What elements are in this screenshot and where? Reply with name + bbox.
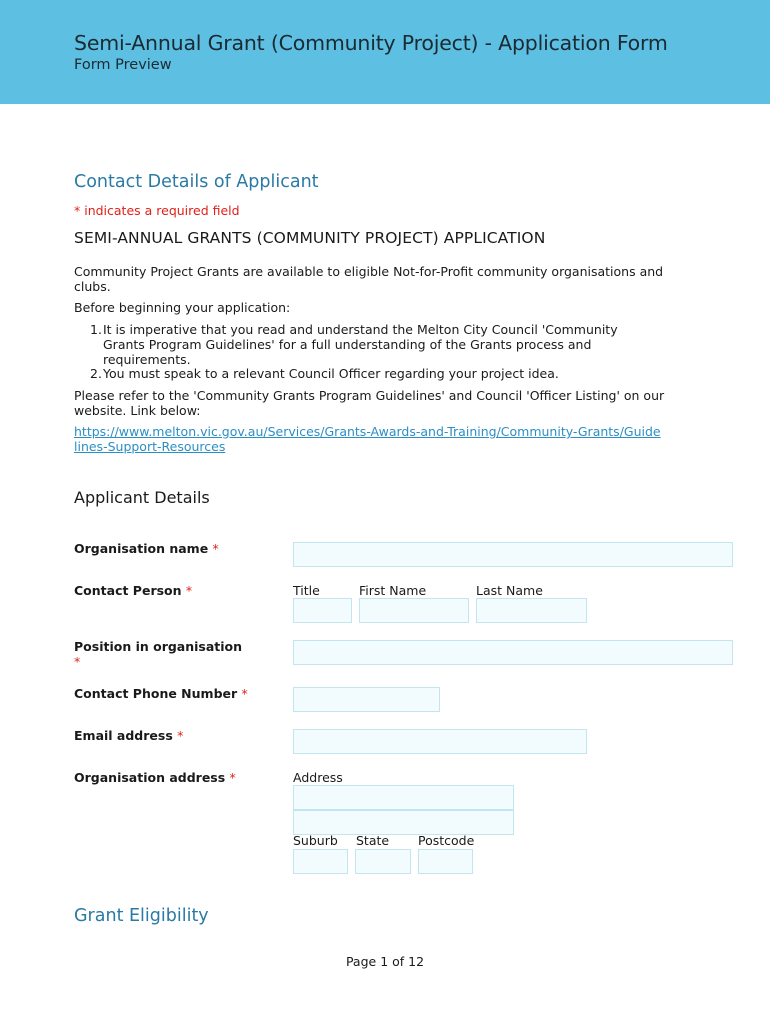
guidelines-link[interactable]: https://www.melton.vic.gov.au/Services/Grants-Awards-and-Training/Community-Grants/Guidelines-Support-Resources xyxy=(74,424,661,454)
org-name-label xyxy=(74,541,219,556)
section-title-contact: Contact Details of Applicant xyxy=(74,172,319,192)
last-name-input[interactable] xyxy=(476,598,587,623)
address-line1-input[interactable] xyxy=(293,785,514,810)
email-label-text: Email address xyxy=(74,728,173,743)
phone-input[interactable] xyxy=(293,687,440,712)
org-name-input[interactable] xyxy=(293,542,733,567)
email-label xyxy=(74,728,183,743)
contact-person-label xyxy=(74,583,192,598)
org-address-label xyxy=(74,770,236,785)
suburb-sublabel: Suburb xyxy=(293,833,338,848)
contact-person-label-text: Contact Person xyxy=(74,583,182,598)
first-name-input[interactable] xyxy=(359,598,469,623)
state-sublabel: State xyxy=(356,833,390,848)
state-input[interactable] xyxy=(355,849,411,874)
address-sublabel: Address xyxy=(293,770,343,785)
title-input[interactable] xyxy=(293,598,352,623)
section-title-eligibility: Grant Eligibility xyxy=(74,906,209,926)
form-title: Semi-Annual Grant (Community Project) - Application Form xyxy=(74,31,668,55)
before-paragraph: Before beginning your application: xyxy=(74,300,291,315)
postcode-input[interactable] xyxy=(418,849,473,874)
page-header xyxy=(0,0,770,104)
org-address-label-text: Organisation address xyxy=(74,770,226,785)
postcode-sublabel: Postcode xyxy=(418,833,475,848)
section-title-applicant: Applicant Details xyxy=(74,488,210,507)
required-asterisk: * xyxy=(229,770,236,785)
list-item-2: You must speak to a relevant Council Officer regarding your project idea. xyxy=(103,366,559,381)
form-subtitle: Form Preview xyxy=(74,57,172,73)
application-heading: SEMI-ANNUAL GRANTS (COMMUNITY PROJECT) APPLICATION xyxy=(74,229,546,247)
email-input[interactable] xyxy=(293,729,587,754)
position-input[interactable] xyxy=(293,640,733,665)
position-label-text: Position in organisation xyxy=(74,639,243,654)
address-line2-input[interactable] xyxy=(293,810,514,835)
refer-paragraph: Please refer to the 'Community Grants Program Guidelines' and Council 'Officer Listing' on our website. Link below: xyxy=(74,388,665,418)
phone-label xyxy=(74,686,248,701)
required-asterisk: * xyxy=(185,583,193,598)
required-asterisk: * xyxy=(74,654,81,669)
list-number-2: 2. xyxy=(90,366,102,381)
required-asterisk: * xyxy=(177,728,184,743)
suburb-input[interactable] xyxy=(293,849,348,874)
required-asterisk: * xyxy=(212,541,219,556)
org-name-label-text: Organisation name xyxy=(74,541,209,556)
required-field-note: * indicates a required field xyxy=(74,203,240,218)
page-number: Page 1 of 12 xyxy=(345,954,425,969)
last-name-sublabel: Last Name xyxy=(476,583,543,598)
phone-label-text: Contact Phone Number xyxy=(74,686,238,701)
list-item-1: It is imperative that you read and understand the Melton City Council 'Community Grants Program Guidelines' for a full understanding of the Grants process and requirements. xyxy=(103,322,618,367)
first-name-sublabel: First Name xyxy=(359,583,427,598)
title-sublabel: Title xyxy=(293,583,320,598)
position-label xyxy=(74,639,264,669)
intro-paragraph: Community Project Grants are available to eligible Not-for-Profit community organisations and clubs. xyxy=(74,264,664,294)
required-asterisk: * xyxy=(241,686,248,701)
list-number-1: 1. xyxy=(90,322,102,337)
